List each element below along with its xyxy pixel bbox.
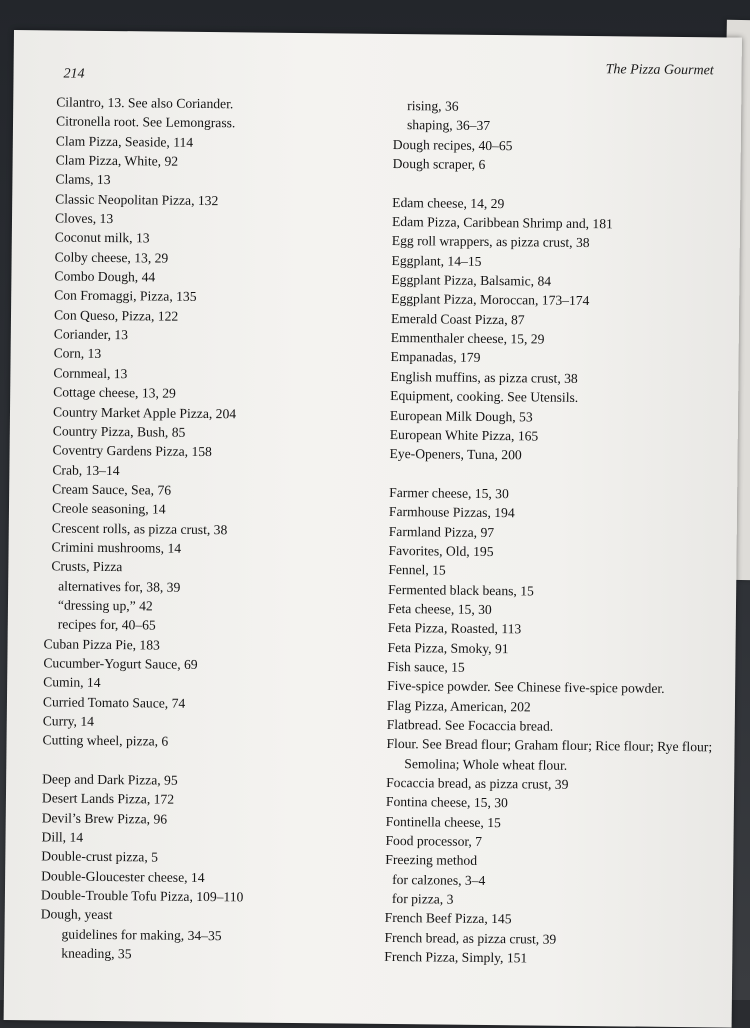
running-header-title: The Pizza Gourmet: [605, 62, 714, 79]
index-entry: Farmer cheese, 15, 30: [389, 484, 509, 502]
index-entry: French Beef Pizza, 145: [384, 910, 512, 927]
index-entry: Feta Pizza, Roasted, 113: [387, 620, 522, 637]
index-entry: Eggplant Pizza, Moroccan, 173–174: [391, 291, 590, 309]
index-entry: Clams, 13: [55, 171, 111, 188]
index-entry: Coventry Gardens Pizza, 158: [52, 442, 212, 460]
index-entry: Fontina cheese, 15, 30: [385, 794, 508, 811]
index-entry: rising, 36: [407, 98, 459, 114]
index-entry: Crab, 13–14: [52, 461, 120, 478]
index-entry: Crimini mushrooms, 14: [51, 539, 182, 556]
index-entry: Feta cheese, 15, 30: [387, 600, 492, 617]
index-entry: Crusts, Pizza: [51, 558, 123, 575]
index-entry: Clam Pizza, White, 92: [55, 152, 179, 169]
index-entry: Crescent rolls, as pizza crust, 38: [51, 519, 228, 537]
index-entry: Cutting wheel, pizza, 6: [42, 732, 169, 749]
index-entry: Edam Pizza, Caribbean Shrimp and, 181: [391, 214, 613, 232]
index-entry: Devil’s Brew Pizza, 96: [41, 810, 168, 827]
index-entry: Double-Gloucester cheese, 14: [41, 868, 205, 885]
index-entry: Freezing method: [385, 852, 478, 869]
index-entry: Egg roll wrappers, as pizza crust, 38: [391, 233, 590, 251]
index-entry: shaping, 36–37: [406, 117, 491, 134]
index-entry: Colby cheese, 13, 29: [54, 249, 169, 266]
index-entry: Eggplant, 14–15: [391, 252, 482, 269]
index-entry: Curry, 14: [42, 713, 95, 729]
index-entry: Food processor, 7: [385, 832, 483, 850]
index-entry: Emmenthaler cheese, 15, 29: [390, 330, 545, 347]
index-entry: Coconut milk, 13: [54, 229, 150, 246]
index-entry: Cream Sauce, Sea, 76: [52, 481, 172, 498]
index-entry: European White Pizza, 165: [389, 426, 539, 444]
index-entry: Combo Dough, 44: [54, 268, 156, 285]
index-entry: Emerald Coast Pizza, 87: [390, 310, 525, 328]
index-column-right: [384, 96, 738, 970]
index-entry: Empanadas, 179: [390, 349, 481, 366]
index-entry: Cottage cheese, 13, 29: [53, 384, 176, 401]
index-entry: Five-spice powder. See Chinese five-spice powder.: [387, 678, 665, 697]
index-column-left: [40, 92, 379, 966]
index-entry: Cuban Pizza Pie, 183: [43, 635, 160, 653]
index-entry: recipes for, 40–65: [57, 616, 156, 633]
index-entry: Citronella root. See Lemongrass.: [55, 113, 236, 131]
index-entry: Corn, 13: [53, 345, 102, 362]
index-entry: European Milk Dough, 53: [389, 407, 533, 424]
index-entry: for calzones, 3–4: [392, 871, 486, 888]
index-entry: Cucumber-Yogurt Sauce, 69: [43, 655, 198, 672]
index-entry: Dough recipes, 40–65: [392, 136, 513, 153]
index-entry: Con Queso, Pizza, 122: [53, 307, 179, 324]
index-entry: Curried Tomato Sauce, 74: [42, 693, 186, 711]
index-entry: Desert Lands Pizza, 172: [41, 790, 175, 808]
index-entry: Flour. See Bread flour; Graham flour; Rice flour; Rye flour; Semolina; Whole wheat flour.: [386, 736, 713, 773]
index-entry: alternatives for, 38, 39: [58, 578, 181, 595]
index-entry: Favorites, Old, 195: [388, 542, 494, 559]
page-number: 214: [63, 66, 85, 82]
index-entry: Fennel, 15: [388, 562, 446, 578]
index-entry: Dough scraper, 6: [392, 156, 486, 172]
index-entry: Coriander, 13: [53, 326, 129, 343]
index-entry: Farmland Pizza, 97: [388, 523, 495, 540]
index-entry: Classic Neopolitan Pizza, 132: [55, 191, 219, 208]
index-entry: Fish sauce, 15: [387, 658, 465, 675]
index-entry: Equipment, cooking. See Utensils.: [390, 388, 579, 406]
index-entry: Double-crust pizza, 5: [41, 848, 159, 865]
index-entry: Double-Trouble Tofu Pizza, 109–110: [40, 887, 244, 905]
index-entry: Country Market Apple Pizza, 204: [52, 403, 237, 421]
index-entry: Clam Pizza, Seaside, 114: [55, 133, 194, 150]
index-entry: Eggplant Pizza, Balsamic, 84: [391, 272, 552, 289]
index-entry: Cornmeal, 13: [53, 365, 128, 382]
index-entry: Dill, 14: [41, 829, 84, 845]
index-entry: Flag Pizza, American, 202: [386, 697, 531, 715]
index-entry: Fontinella cheese, 15: [385, 813, 501, 830]
index-entry: French Pizza, Simply, 151: [384, 949, 528, 966]
index-entry: Flatbread. See Focaccia bread.: [386, 716, 554, 734]
index-entry: Country Pizza, Bush, 85: [52, 423, 186, 440]
index-entry: Con Fromaggi, Pizza, 135: [54, 287, 197, 305]
index-entry: English muffins, as pizza crust, 38: [390, 368, 578, 386]
index-entry: for pizza, 3: [391, 891, 454, 907]
index-entry: guidelines for making, 34–35: [61, 926, 222, 944]
index-entry: Creole seasoning, 14: [51, 500, 166, 517]
index-entry: Fermented black beans, 15: [388, 581, 534, 599]
index-entry: Dough, yeast: [40, 906, 113, 923]
index-entry: “dressing up,” 42: [57, 597, 153, 614]
index-entry: Eye-Openers, Tuna, 200: [389, 446, 522, 463]
index-entry: Cilantro, 13. See also Coriander.: [56, 94, 234, 112]
index-entry: Feta Pizza, Smoky, 91: [387, 639, 509, 656]
index-entry: Deep and Dark Pizza, 95: [42, 771, 178, 788]
index-entry: kneading, 35: [61, 945, 132, 962]
index-entry: Edam cheese, 14, 29: [392, 194, 505, 211]
index-entry: Focaccia bread, as pizza crust, 39: [386, 774, 569, 792]
index-entry: Cumin, 14: [43, 674, 101, 691]
index-entry: Farmhouse Pizzas, 194: [388, 504, 515, 521]
index-entry: French bread, as pizza crust, 39: [384, 929, 557, 947]
index-entry: Cloves, 13: [54, 210, 114, 227]
book-page: [4, 30, 742, 1028]
